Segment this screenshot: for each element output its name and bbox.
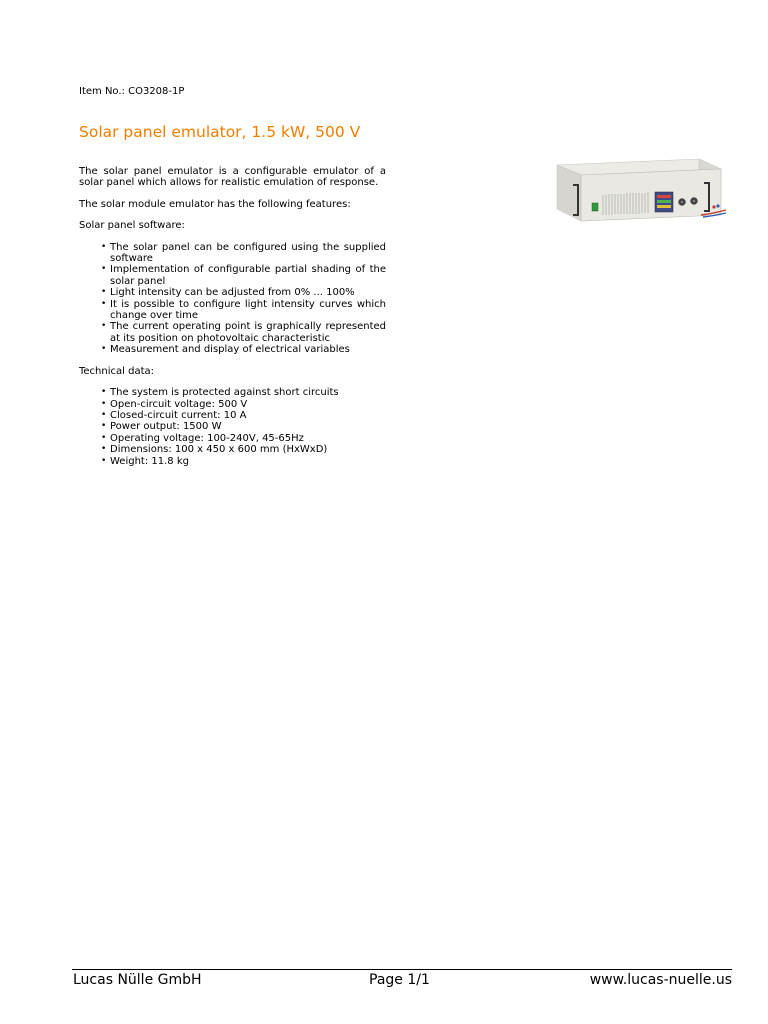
list-item: • The current operating point is graphically represented at its position on photovoltaic characteristic: [110, 321, 386, 344]
product-description: [79, 166, 386, 477]
footer-page-number: Page 1/1: [369, 972, 430, 988]
list-item: • Operating voltage: 100-240V, 45-65Hz: [110, 433, 386, 444]
list-item: • Open-circuit voltage: 500 V: [110, 399, 386, 410]
footer-website[interactable]: www.lucas-nuelle.us: [589, 972, 732, 988]
software-heading: Solar panel software:: [79, 220, 185, 232]
list-item: • The system is protected against short circuits: [110, 387, 386, 398]
item-number: Item No.: CO3208-1P: [79, 86, 185, 97]
list-item: • Power output: 1500 W: [110, 421, 386, 432]
footer-company: Lucas Nülle GmbH: [73, 972, 202, 988]
product-image: [551, 157, 727, 223]
technical-list: [79, 387, 386, 467]
list-item: • Measurement and display of electrical variables: [110, 344, 386, 355]
software-list: [79, 242, 386, 356]
product-title: Solar panel emulator, 1.5 kW, 500 V: [79, 123, 361, 141]
list-item: • It is possible to configure light intensity curves which change over time: [110, 299, 386, 322]
list-item: • Weight: 11.8 kg: [110, 456, 386, 467]
features-intro: The solar module emulator has the following features:: [79, 198, 351, 210]
list-item: • Closed-circuit current: 10 A: [110, 410, 386, 421]
list-item: • Light intensity can be adjusted from 0% ... 100%: [110, 287, 386, 298]
technical-heading: Technical data:: [79, 365, 154, 377]
list-item: • Implementation of configurable partial shading of the solar panel: [110, 264, 386, 287]
list-item: • Dimensions: 100 x 450 x 600 mm (HxWxD): [110, 444, 386, 455]
intro-paragraph: The solar panel emulator is a configurable emulator of a solar panel which allows for realistic emulation of response.: [79, 166, 386, 189]
footer-divider: [72, 969, 732, 970]
list-item: • The solar panel can be configured using the supplied software: [110, 242, 386, 265]
